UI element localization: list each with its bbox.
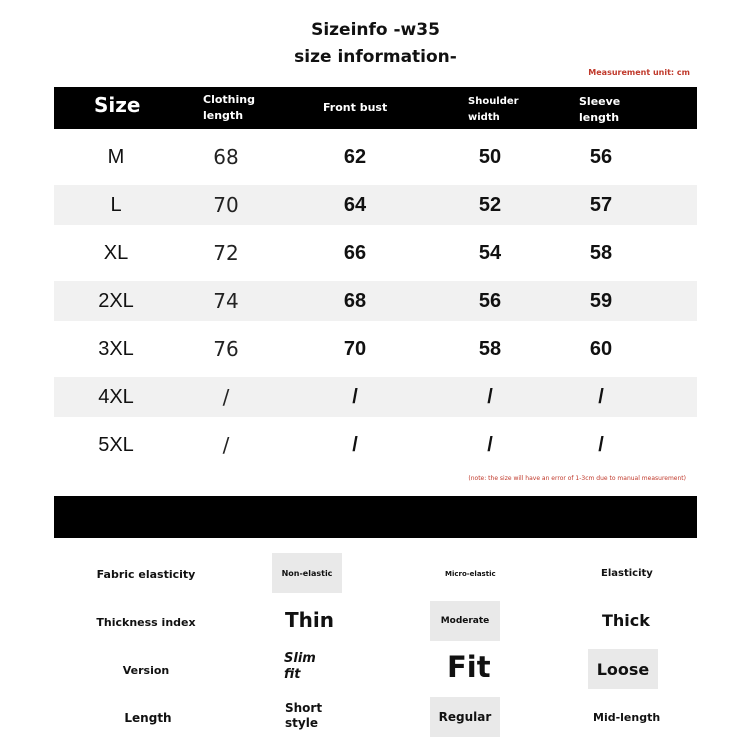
option-thick: Thick [602,611,650,630]
cell-front-bust: 70 [343,338,367,360]
cell-clothing-length: 72 [213,241,239,265]
cell-size: 2XL [98,290,134,312]
label-thickness-index: Thickness index [96,616,196,629]
cell-front-bust: 64 [343,194,367,216]
option-regular: Regular [430,697,500,737]
option-non-elastic: Non-elastic [272,553,342,593]
cell-size: L [110,194,122,216]
cell-sleeve-length: 56 [589,146,613,168]
table-row [54,281,697,321]
cell-shoulder-width: 54 [478,242,502,264]
option-moderate: Moderate [430,601,500,641]
option-fit: Fit [447,650,491,684]
option-mid-length: Mid-length [593,711,661,724]
header-shoulder-width: Shoulder width [468,96,519,123]
cell-front-bust: 66 [343,242,367,264]
header-sleeve-length: Sleeve length [579,95,621,124]
cell-sleeve-length: 57 [589,194,613,216]
cell-sleeve-length: 60 [589,338,613,360]
header-front-bust: Front bust [323,101,388,114]
table-row [54,233,697,273]
table-row [54,425,697,465]
cell-shoulder-width: 58 [478,338,502,360]
page-title: Sizeinfo -w35 [311,20,440,40]
cell-sleeve-length: / [598,386,604,408]
option-thin: Thin [285,608,334,632]
table-row [54,137,697,177]
header-size: Size [94,93,141,117]
cell-size: 5XL [98,434,134,456]
header-clothing-length: Clothing length [203,93,255,122]
cell-front-bust: / [352,386,358,408]
cell-clothing-length: / [222,385,230,409]
cell-sleeve-length: / [598,434,604,456]
cell-size: M [107,146,125,168]
label-version: Version [122,664,170,677]
table-row [54,329,697,369]
page-subtitle: size information- [294,47,457,67]
table-row [54,185,697,225]
cell-clothing-length: 70 [213,193,239,217]
label-length: Length [124,711,172,725]
cell-clothing-length: 76 [213,337,239,361]
cell-shoulder-width: 50 [478,146,502,168]
option-short-style: Short style [285,701,323,730]
measurement-unit: Measurement unit: cm [588,68,690,77]
cell-clothing-length: 74 [213,289,239,313]
option-micro-elastic: Micro-elastic [445,570,496,578]
cell-front-bust: / [352,434,358,456]
cell-front-bust: 68 [343,290,367,312]
option-elasticity: Elasticity [601,568,653,579]
cell-sleeve-length: 58 [589,242,613,264]
cell-front-bust: 62 [343,146,367,168]
option-slim-fit: Slim fit [284,651,316,682]
cell-shoulder-width: 56 [478,290,502,312]
cell-shoulder-width: 52 [478,194,502,216]
cell-clothing-length: / [222,433,230,457]
cell-clothing-length: 68 [213,145,239,169]
label-fabric-elasticity: Fabric elasticity [96,568,196,581]
cell-size: XL [103,242,129,264]
option-loose: Loose [588,649,658,689]
divider-bar [54,496,697,538]
measurement-note: (note: the size will have an error of 1-3cm due to manual measurement) [468,475,686,482]
cell-size: 4XL [98,386,134,408]
cell-shoulder-width: / [487,434,493,456]
cell-sleeve-length: 59 [589,290,613,312]
table-row [54,377,697,417]
cell-size: 3XL [98,338,134,360]
cell-shoulder-width: / [487,386,493,408]
